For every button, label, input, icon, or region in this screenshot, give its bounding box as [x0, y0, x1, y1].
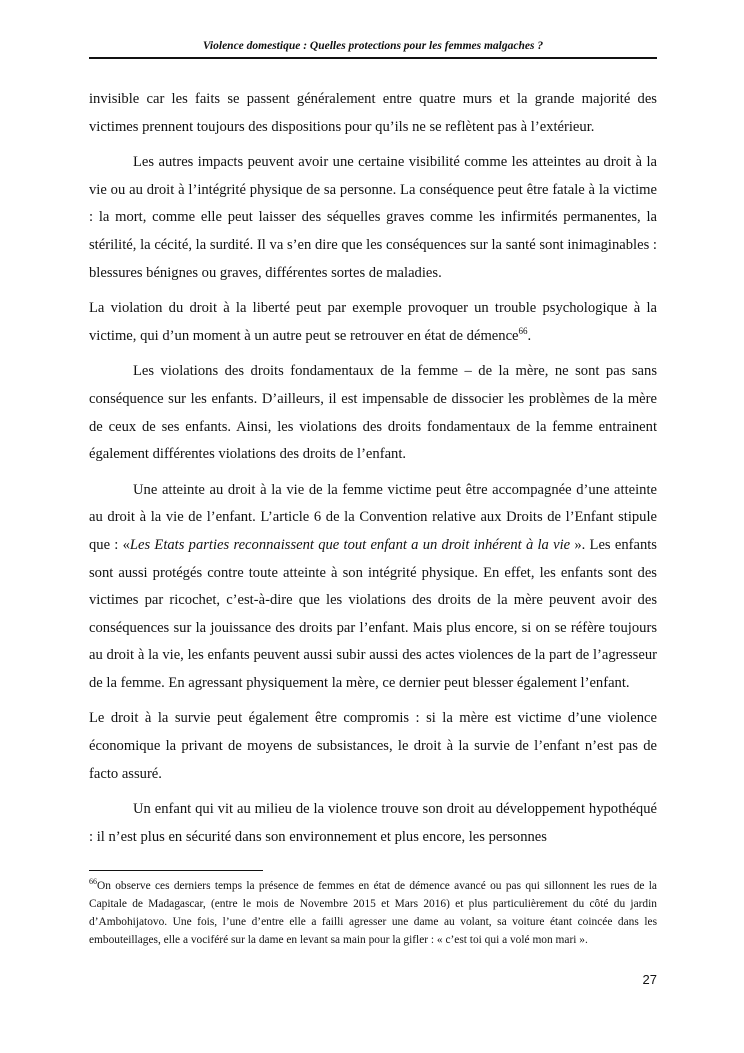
footnote-rule: [89, 870, 263, 871]
paragraph-6: Le droit à la survie peut également être compromis : si la mère est victime d’une violence économique la privant de moyens de subsistances, le droit à la survie de l’enfant n’est pas de facto assuré.: [89, 710, 657, 782]
paragraph-3: [89, 295, 657, 350]
footnote-text: On observe ces derniers temps la présence de femmes en état de démence avancé ou pas qui sillonnent les rues de la Capitale de Madagascar, (entre le mois de Novembre 2015 et Mars 2016) et plus particulièrement du côté du jardin d’Ambohijatovo. Une fois, l’une d’entre elle a failli agresser une dame au volant, sa voiture étant coincée dans les embouteillages, elle a vociféré sur la dame en levant sa main pour la gifler : « c’est toi qui a volé mon mari ».: [89, 880, 657, 946]
footnote-ref-66[interactable]: 66: [518, 325, 528, 336]
page-number: 27: [642, 972, 657, 987]
header-rule: [89, 57, 657, 59]
paragraph-2: Les autres impacts peuvent avoir une certaine visibilité comme les atteintes au droit à la vie ou au droit à l’intégrité physique de sa personne. La conséquence peut être fatale à la victime : la mort, comme elle peut laisser des séquelles graves comme les infirmités permanentes, la stérilité, la cécité, la surdité. Il va s’en dire que les conséquences sur la santé sont inimaginables : blessures bénignes ou graves, différentes sortes de maladies.: [89, 154, 657, 281]
footnote-66: [89, 877, 657, 949]
paragraph-7: Un enfant qui vit au milieu de la violence trouve son droit au développement hypothéqué : il n’est plus en sécurité dans son environnement et plus encore, les personnes: [89, 801, 657, 845]
paragraph-1: invisible car les faits se passent généralement entre quatre murs et la grande majorité des victimes prennent toujours des dispositions pour qu’ils ne se reflètent pas à l’extérieur.: [89, 91, 657, 135]
footnote-number: 66: [89, 877, 97, 887]
paragraph-5-start: Une atteinte au droit à la vie de la femme victime peut être accompagnée d’une atteinte au droit à la vie de l’enfant. L’article 6 de la Convention relative aux Droits de l’Enfant stipule que : «: [89, 481, 657, 553]
paragraph-5-end: ». Les enfants sont aussi protégés contre toute atteinte à son intégrité physique. En effet, les enfants sont des victimes par ricochet, c’est-à-dire que les violations des droits de la mère peuvent avoir des conséquences sur la jouissance des droits par l’enfant. Mais plus encore, si on se réfère toujours au droit à la vie, les enfants peuvent aussi subir aussi des actes violences de la part de l’agresseur de la femme. En agressant physiquement la mère, ce dernier peut blesser également l’enfant.: [89, 536, 657, 691]
paragraph-5: [89, 477, 657, 698]
paragraph-4: Les violations des droits fondamentaux de la femme – de la mère, ne sont pas sans conséquence sur les enfants. D’ailleurs, il est impensable de dissocier les problèmes de la mère de ceux de ses enfants. Ainsi, les violations des droits fondamentaux de la femme entrainent également différentes violations des droits de l’enfant.: [89, 363, 657, 463]
page-body: [89, 86, 657, 859]
running-header: Violence domestique : Quelles protections pour les femmes malgaches ?: [202, 40, 544, 52]
paragraph-3-end: .: [527, 327, 532, 344]
convention-quote: Les Etats parties reconnaissent que tout enfant a un droit inhérent à la vie: [129, 536, 571, 553]
paragraph-3-text: La violation du droit à la liberté peut par exemple provoquer un trouble psychologique à la victime, qui d’un moment à un autre peut se retrouver en état de démence: [89, 300, 657, 344]
